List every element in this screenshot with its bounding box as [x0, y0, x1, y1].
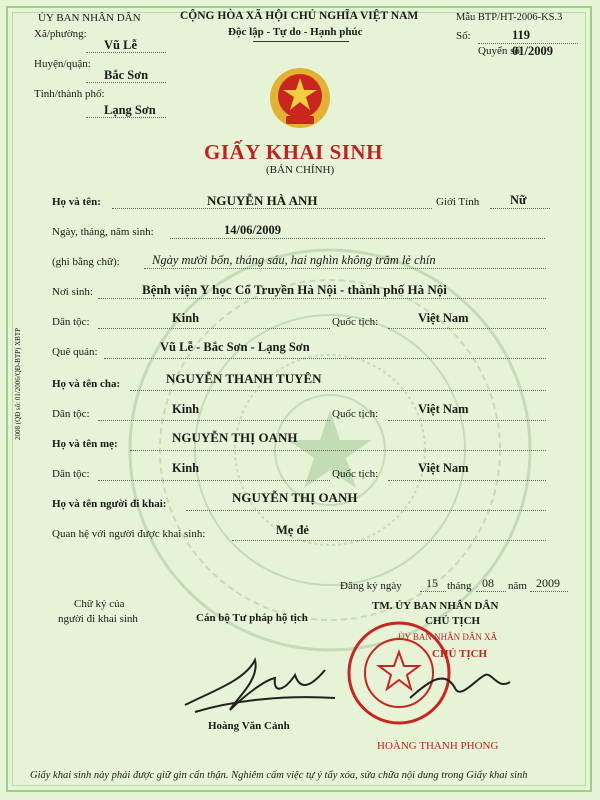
registration-year: 2009 [536, 576, 560, 590]
book-label: Quyển số: [478, 45, 523, 57]
mother-ethnic-line [98, 480, 330, 481]
birthplace-value: Bệnh viện Y học Cổ Truyền Hà Nội - thành phố Hà Nội [142, 282, 447, 297]
registration-month: 08 [482, 576, 494, 590]
mother-value: NGUYỄN THỊ OANH [172, 430, 298, 445]
mother-nationality-value: Việt Nam [418, 461, 469, 475]
mother-ethnic-value: Kinh [172, 461, 200, 475]
father-line [130, 390, 546, 391]
chair-title-line2: CHỦ TỊCH [425, 615, 481, 627]
declarant-label: Họ và tên người đi khai: [52, 498, 167, 510]
reg-month-line [476, 591, 506, 592]
name-label: Họ và tên: [52, 196, 101, 208]
father-ethnic-label: Dân tộc: [52, 408, 90, 420]
dob-line [170, 238, 545, 239]
national-emblem-icon [268, 66, 332, 130]
ethnic-line [98, 328, 330, 329]
officer-title: Cán bộ Tư pháp hộ tịch [196, 612, 308, 624]
ward-label: Xã/phường: [34, 28, 87, 40]
nationality-label: Quốc tịch: [332, 316, 379, 328]
relation-line [232, 540, 546, 541]
authority-label: ỦY BAN NHÂN DÂN [38, 12, 141, 24]
birthplace-line [98, 298, 546, 299]
hometown-value: Vũ Lễ - Bắc Sơn - Lạng Sơn [160, 340, 310, 354]
hometown-line [104, 358, 546, 359]
dob-words-label: (ghi bằng chữ): [52, 256, 120, 268]
side-legal-note: 2008 (QĐ số: 01/2006/QĐ-BTP) XBTP [14, 327, 23, 441]
number-value: 119 [512, 28, 531, 42]
dob-label: Ngày, tháng, năm sinh: [52, 226, 154, 238]
gender-line [490, 208, 550, 209]
father-label: Họ và tên cha: [52, 378, 121, 390]
mother-nationality-line [388, 480, 546, 481]
chair-signature-icon [400, 660, 520, 710]
district-label: Huyện/quận: [34, 58, 91, 70]
ward-value: Vũ Lễ [104, 38, 137, 52]
gender-value: Nữ [510, 193, 527, 207]
father-nationality-label: Quốc tịch: [332, 408, 379, 420]
dob-value: 14/06/2009 [224, 223, 281, 237]
stamp-overlay-text-2: CHỦ TỊCH [432, 648, 488, 660]
document-subtitle: (BẢN CHÍNH) [266, 164, 335, 176]
stamp-overlay-text: ỦY BAN NHÂN DÂN XÃ [398, 632, 498, 642]
father-ethnic-line [98, 420, 330, 421]
ward-line [86, 52, 166, 53]
declarant-signature-label-1: Chữ ký của [74, 598, 125, 610]
mother-label: Họ và tên mẹ: [52, 438, 118, 450]
nationality-line [388, 328, 546, 329]
declarant-signature-label-2: người đi khai sinh [58, 613, 138, 625]
registration-year-label: năm [508, 580, 527, 592]
book-value: 01/2009 [512, 44, 553, 58]
motto: Độc lập - Tự do - Hạnh phúc [228, 26, 363, 38]
declarant-value: NGUYỄN THỊ OANH [232, 490, 358, 505]
name-value: NGUYỄN HÀ ANH [207, 193, 318, 208]
reg-year-line [530, 591, 568, 592]
hometown-label: Quê quán: [52, 346, 98, 358]
mother-nationality-label: Quốc tịch: [332, 468, 379, 480]
name-line [112, 208, 432, 209]
father-nationality-value: Việt Nam [418, 402, 469, 416]
province-line [86, 117, 166, 118]
reg-day-line [420, 591, 446, 592]
father-ethnic-value: Kinh [172, 402, 200, 416]
motto-underline [253, 41, 349, 42]
footer-note: Giấy khai sinh này phải được giữ gìn cẩn thận. Nghiêm cấm việc tự ý tẩy xóa, sửa chữa nội dung trong Giấy khai sinh [30, 770, 528, 781]
province-label: Tỉnh/thành phố: [34, 88, 105, 100]
document-title: GIẤY KHAI SINH [204, 140, 383, 164]
registration-month-label: tháng [447, 580, 472, 592]
number-label: Số: [456, 30, 471, 42]
mother-ethnic-label: Dân tộc: [52, 468, 90, 480]
republic-heading: CỘNG HÒA XÃ HỘI CHỦ NGHĨA VIỆT NAM [180, 10, 419, 22]
declarant-line [186, 510, 546, 511]
mother-line [130, 450, 546, 451]
ethnic-label: Dân tộc: [52, 316, 90, 328]
father-nationality-line [388, 420, 546, 421]
registration-prefix: Đăng ký ngày [340, 580, 402, 592]
district-value: Bắc Sơn [104, 68, 149, 82]
ethnic-value: Kinh [172, 311, 200, 325]
form-code: Mẫu BTP/HT-2006-KS.3 [456, 12, 563, 23]
district-line [86, 82, 166, 83]
officer-name: Hoàng Văn Cảnh [208, 720, 290, 732]
relation-value: Mẹ đẻ [276, 523, 309, 537]
dob-words-line [144, 268, 546, 269]
birthplace-label: Nơi sinh: [52, 286, 93, 298]
dob-words-value: Ngày mười bốn, tháng sáu, hai nghìn không trăm lẻ chín [152, 253, 436, 267]
nationality-value: Việt Nam [418, 311, 469, 325]
chair-title-line1: TM. ỦY BAN NHÂN DÂN [372, 600, 499, 612]
gender-label: Giới Tính [436, 196, 480, 208]
province-value: Lạng Sơn [104, 103, 156, 117]
registration-day: 15 [426, 576, 438, 590]
chair-name: HOÀNG THANH PHONG [377, 740, 499, 752]
relation-label: Quan hệ với người được khai sinh: [52, 528, 206, 540]
father-value: NGUYỄN THANH TUYÊN [166, 371, 322, 386]
officer-signature-icon [175, 650, 345, 720]
